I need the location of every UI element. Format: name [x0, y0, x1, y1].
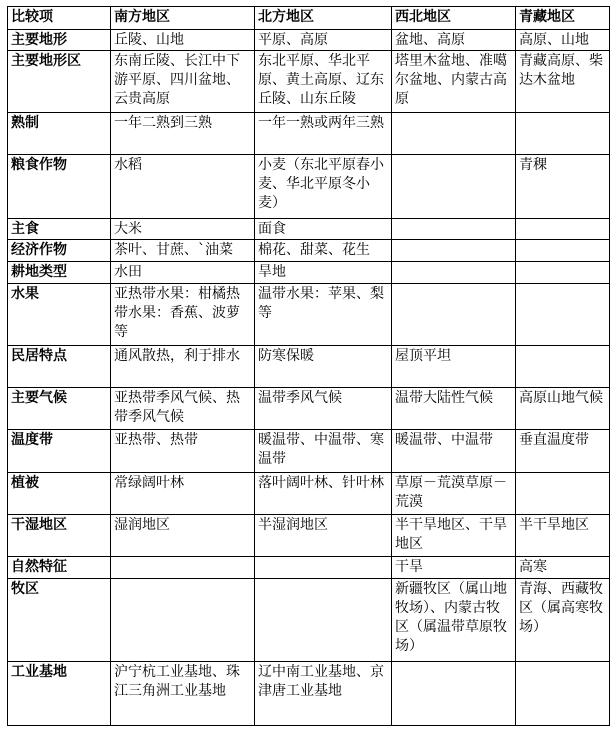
table-cell: 青稞	[516, 155, 610, 219]
comparison-table	[7, 6, 610, 726]
table-cell: 东北平原、华北平原、黄土高原、辽东丘陵、山东丘陵	[255, 51, 392, 113]
table-cell	[516, 262, 610, 284]
row-label: 耕地类型	[8, 262, 111, 284]
table-cell: 青海、西藏牧区（属高寒牧场）	[516, 579, 610, 662]
table-cell	[392, 662, 516, 726]
table-cell	[392, 219, 516, 240]
row-label: 熟制	[8, 113, 111, 155]
table-cell: 辽中南工业基地、京津唐工业基地	[255, 662, 392, 726]
row-label: 主要气候	[8, 388, 111, 430]
row-label: 粮食作物	[8, 155, 111, 219]
table-cell	[516, 473, 610, 515]
header-cell: 青藏地区	[516, 7, 610, 30]
table-cell	[392, 262, 516, 284]
header-cell: 比较项	[8, 7, 111, 30]
row-label: 工业基地	[8, 662, 111, 726]
table-cell: 棉花、甜菜、花生	[255, 240, 392, 262]
table-cell: 亚热带季风气候、热带季风气候	[111, 388, 255, 430]
row-label: 温度带	[8, 430, 111, 473]
table-cell	[392, 240, 516, 262]
table-cell: 湿润地区	[111, 515, 255, 557]
table-row	[8, 515, 610, 557]
table-cell	[255, 557, 392, 579]
table-cell: 亚热带水果：柑橘热带水果：香蕉、波萝等	[111, 284, 255, 346]
row-label: 植被	[8, 473, 111, 515]
table-row	[8, 284, 610, 346]
table-row	[8, 219, 610, 240]
table-row	[8, 113, 610, 155]
table-cell: 常绿阔叶林	[111, 473, 255, 515]
row-label: 主食	[8, 219, 111, 240]
table-cell	[516, 219, 610, 240]
table-row	[8, 51, 610, 113]
table-cell: 温带大陆性气候	[392, 388, 516, 430]
table-cell: 一年二熟到三熟	[111, 113, 255, 155]
table-cell	[392, 113, 516, 155]
table-cell: 小麦（东北平原春小麦、华北平原冬小麦）	[255, 155, 392, 219]
table-row	[8, 262, 610, 284]
row-label: 水果	[8, 284, 111, 346]
row-label: 民居特点	[8, 346, 111, 388]
table-cell: 大米	[111, 219, 255, 240]
row-label: 干湿地区	[8, 515, 111, 557]
table-cell: 旱地	[255, 262, 392, 284]
row-label: 主要地形区	[8, 51, 111, 113]
table-cell	[516, 284, 610, 346]
table-cell: 落叶阔叶林、针叶林	[255, 473, 392, 515]
row-label: 经济作物	[8, 240, 111, 262]
header-cell: 西北地区	[392, 7, 516, 30]
table-cell: 新疆牧区（属山地牧场）、内蒙古牧区（属温带草原牧场）	[392, 579, 516, 662]
table-row	[8, 155, 610, 219]
table-row	[8, 30, 610, 51]
table-cell: 防寒保暖	[255, 346, 392, 388]
table-cell: 半湿润地区	[255, 515, 392, 557]
table-row	[8, 473, 610, 515]
table-cell: 丘陵、山地	[111, 30, 255, 51]
header-cell: 北方地区	[255, 7, 392, 30]
table-cell: 温带季风气候	[255, 388, 392, 430]
table-cell: 东南丘陵、长江中下游平原、四川盆地、云贵高原	[111, 51, 255, 113]
table-cell: 面食	[255, 219, 392, 240]
table-cell	[255, 579, 392, 662]
table-row	[8, 557, 610, 579]
table-cell: 半干旱地区	[516, 515, 610, 557]
table-cell	[516, 662, 610, 726]
table-cell	[111, 557, 255, 579]
table-row	[8, 346, 610, 388]
table-cell: 水稻	[111, 155, 255, 219]
row-label: 主要地形	[8, 30, 111, 51]
table-cell	[516, 113, 610, 155]
table-cell: 亚热带、热带	[111, 430, 255, 473]
table-cell: 暖温带、中温带	[392, 430, 516, 473]
table-cell: 塔里木盆地、准噶尔盆地、内蒙古高原	[392, 51, 516, 113]
table-row	[8, 388, 610, 430]
table-cell: 一年一熟或两年三熟	[255, 113, 392, 155]
table-cell: 暖温带、中温带、寒温带	[255, 430, 392, 473]
table-cell: 茶叶、甘蔗、`油菜	[111, 240, 255, 262]
table-cell	[516, 346, 610, 388]
table-cell: 盆地、高原	[392, 30, 516, 51]
table-cell	[516, 240, 610, 262]
table-cell: 高原、山地	[516, 30, 610, 51]
table-cell: 沪宁杭工业基地、珠江三角洲工业基地	[111, 662, 255, 726]
header-cell: 南方地区	[111, 7, 255, 30]
table-cell: 青藏高原、柴达木盆地	[516, 51, 610, 113]
table-cell: 干旱	[392, 557, 516, 579]
table-row	[8, 662, 610, 726]
table-cell: 高寒	[516, 557, 610, 579]
table-cell: 高原山地气候	[516, 388, 610, 430]
table-cell: 通风散热，利于排水	[111, 346, 255, 388]
row-label: 牧区	[8, 579, 111, 662]
table-cell: 温带水果：苹果、梨等	[255, 284, 392, 346]
table-cell	[111, 579, 255, 662]
table-cell: 半干旱地区、干旱地区	[392, 515, 516, 557]
table-row	[8, 240, 610, 262]
table-cell: 水田	[111, 262, 255, 284]
table-cell	[392, 155, 516, 219]
table-cell: 屋顶平坦	[392, 346, 516, 388]
table-row	[8, 430, 610, 473]
table-cell: 垂直温度带	[516, 430, 610, 473]
table-header-row	[8, 7, 610, 30]
table-cell: 草原－荒漠草原－荒漠	[392, 473, 516, 515]
table-row	[8, 579, 610, 662]
table-cell: 平原、高原	[255, 30, 392, 51]
row-label: 自然特征	[8, 557, 111, 579]
table-cell	[392, 284, 516, 346]
